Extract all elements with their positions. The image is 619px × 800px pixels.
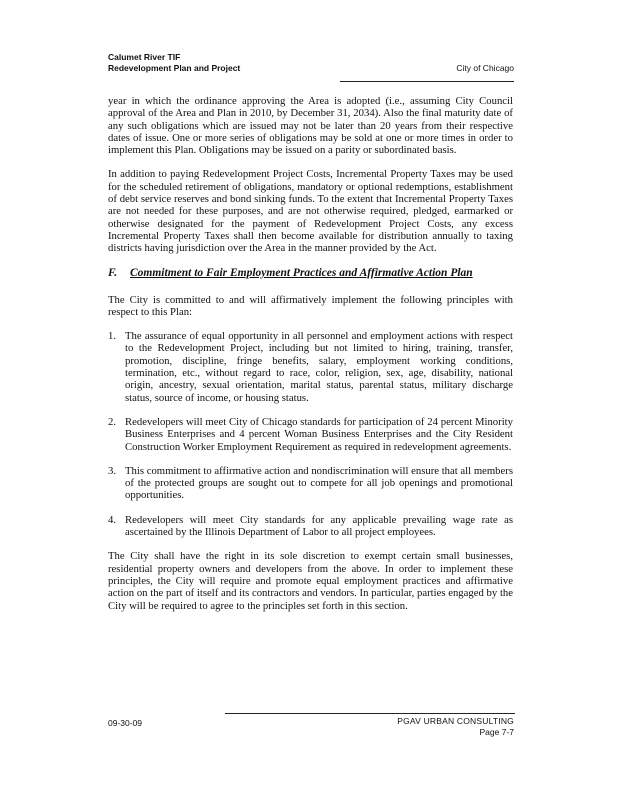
header-title-line2: Redevelopment Plan and Project	[108, 63, 241, 73]
list-item-number: 3.	[108, 464, 117, 477]
page-body	[108, 95, 513, 624]
list-item-text: Redevelopers will meet City standards for any applicable prevailing wage rate as ascertained by the Illinois Department of Labor to all project employees.	[125, 513, 513, 539]
footer-right	[397, 716, 514, 738]
list-item	[108, 465, 513, 502]
list-item	[108, 514, 513, 539]
section-title-part1: Commitment to Fair Employment Practices and Affirmative Action	[130, 266, 451, 279]
header-title	[108, 52, 240, 74]
list-item	[108, 416, 513, 453]
header-rule	[340, 81, 514, 82]
list-item-text: This commitment to affirmative action and nondiscrimination will ensure that all members of the protected groups are sought out to compete for all job openings and promotional opportunities.	[125, 464, 513, 502]
list-item-number: 4.	[108, 513, 117, 526]
paragraph-obligations: year in which the ordinance approving the Area is adopted (i.e., assuming City Council approval of the Area and Plan in 2010, by December 31, 2034). Also the final maturity date of any such obligations which are issued may not be later than 20 years from their respective dates of issue. One or more series of obligations may be sold at one or more times in order to implement this Plan. Obligations may be issued on a parity or subordinated basis.	[108, 95, 513, 157]
footer-rule	[225, 713, 515, 714]
footer-page-number: Page 7-7	[479, 727, 514, 737]
list-item	[108, 330, 513, 404]
list-item-text: The assurance of equal opportunity in all personnel and employment actions with respect to the Redevelopment Project, including but not limited to hiring, training, transfer, promotion, discipline, fringe benefits, salary, employment working conditions, termination, etc., without regard to race, color, religion, sex, age, disability, national origin, ancestry, sexual orientation, marital status, parental status, military discharge status, source of income, or housing status.	[125, 330, 513, 404]
paragraph-commitment-intro: The City is committed to and will affirmatively implement the following principles with respect to this Plan:	[108, 293, 513, 318]
section-heading	[108, 267, 513, 280]
paragraph-incremental-taxes: In addition to paying Redevelopment Project Costs, Incremental Property Taxes may be used for the scheduled retirement of obligations, mandatory or optional redemptions, establishment of debt service reserves and bond sinking funds. To the extent that Incremental Property Taxes are not needed for these purposes, and are not otherwise required, pledged, earmarked or otherwise designated for the payment of Redevelopment Project Costs, any excess Incremental Property Taxes shall then become available for distribution annually to taxing districts having jurisdiction over the Area in the manner provided by the Act.	[108, 168, 513, 255]
list-item-text: Redevelopers will meet City of Chicago standards for participation of 24 percent Minority Business Enterprises and 4 percent Woman Business Enterprises and the City Resident Construction Worker Employment Requirement as required in redevelopment agreements.	[125, 415, 513, 453]
section-title	[130, 267, 513, 280]
list-item-number: 1.	[108, 330, 117, 343]
paragraph-exemptions: The City shall have the right in its sole discretion to exempt certain small businesses, residential property owners and developers from the above. In order to implement these principles, the City will require and promote equal employment practices and affirmative action on the part of itself and its contractors and vendors. In particular, parties engaged by the City will be required to agree to the principles set forth in this section.	[108, 550, 513, 612]
header-city: City of Chicago	[456, 63, 514, 73]
footer-date: 09-30-09	[108, 718, 143, 728]
list-item-number: 2.	[108, 415, 117, 428]
header-title-line1: Calumet River TIF	[108, 52, 181, 62]
section-title-part2: Plan	[450, 266, 473, 279]
section-number: F.	[108, 266, 118, 279]
footer-brand: PGAV URBAN CONSULTING	[397, 716, 514, 726]
